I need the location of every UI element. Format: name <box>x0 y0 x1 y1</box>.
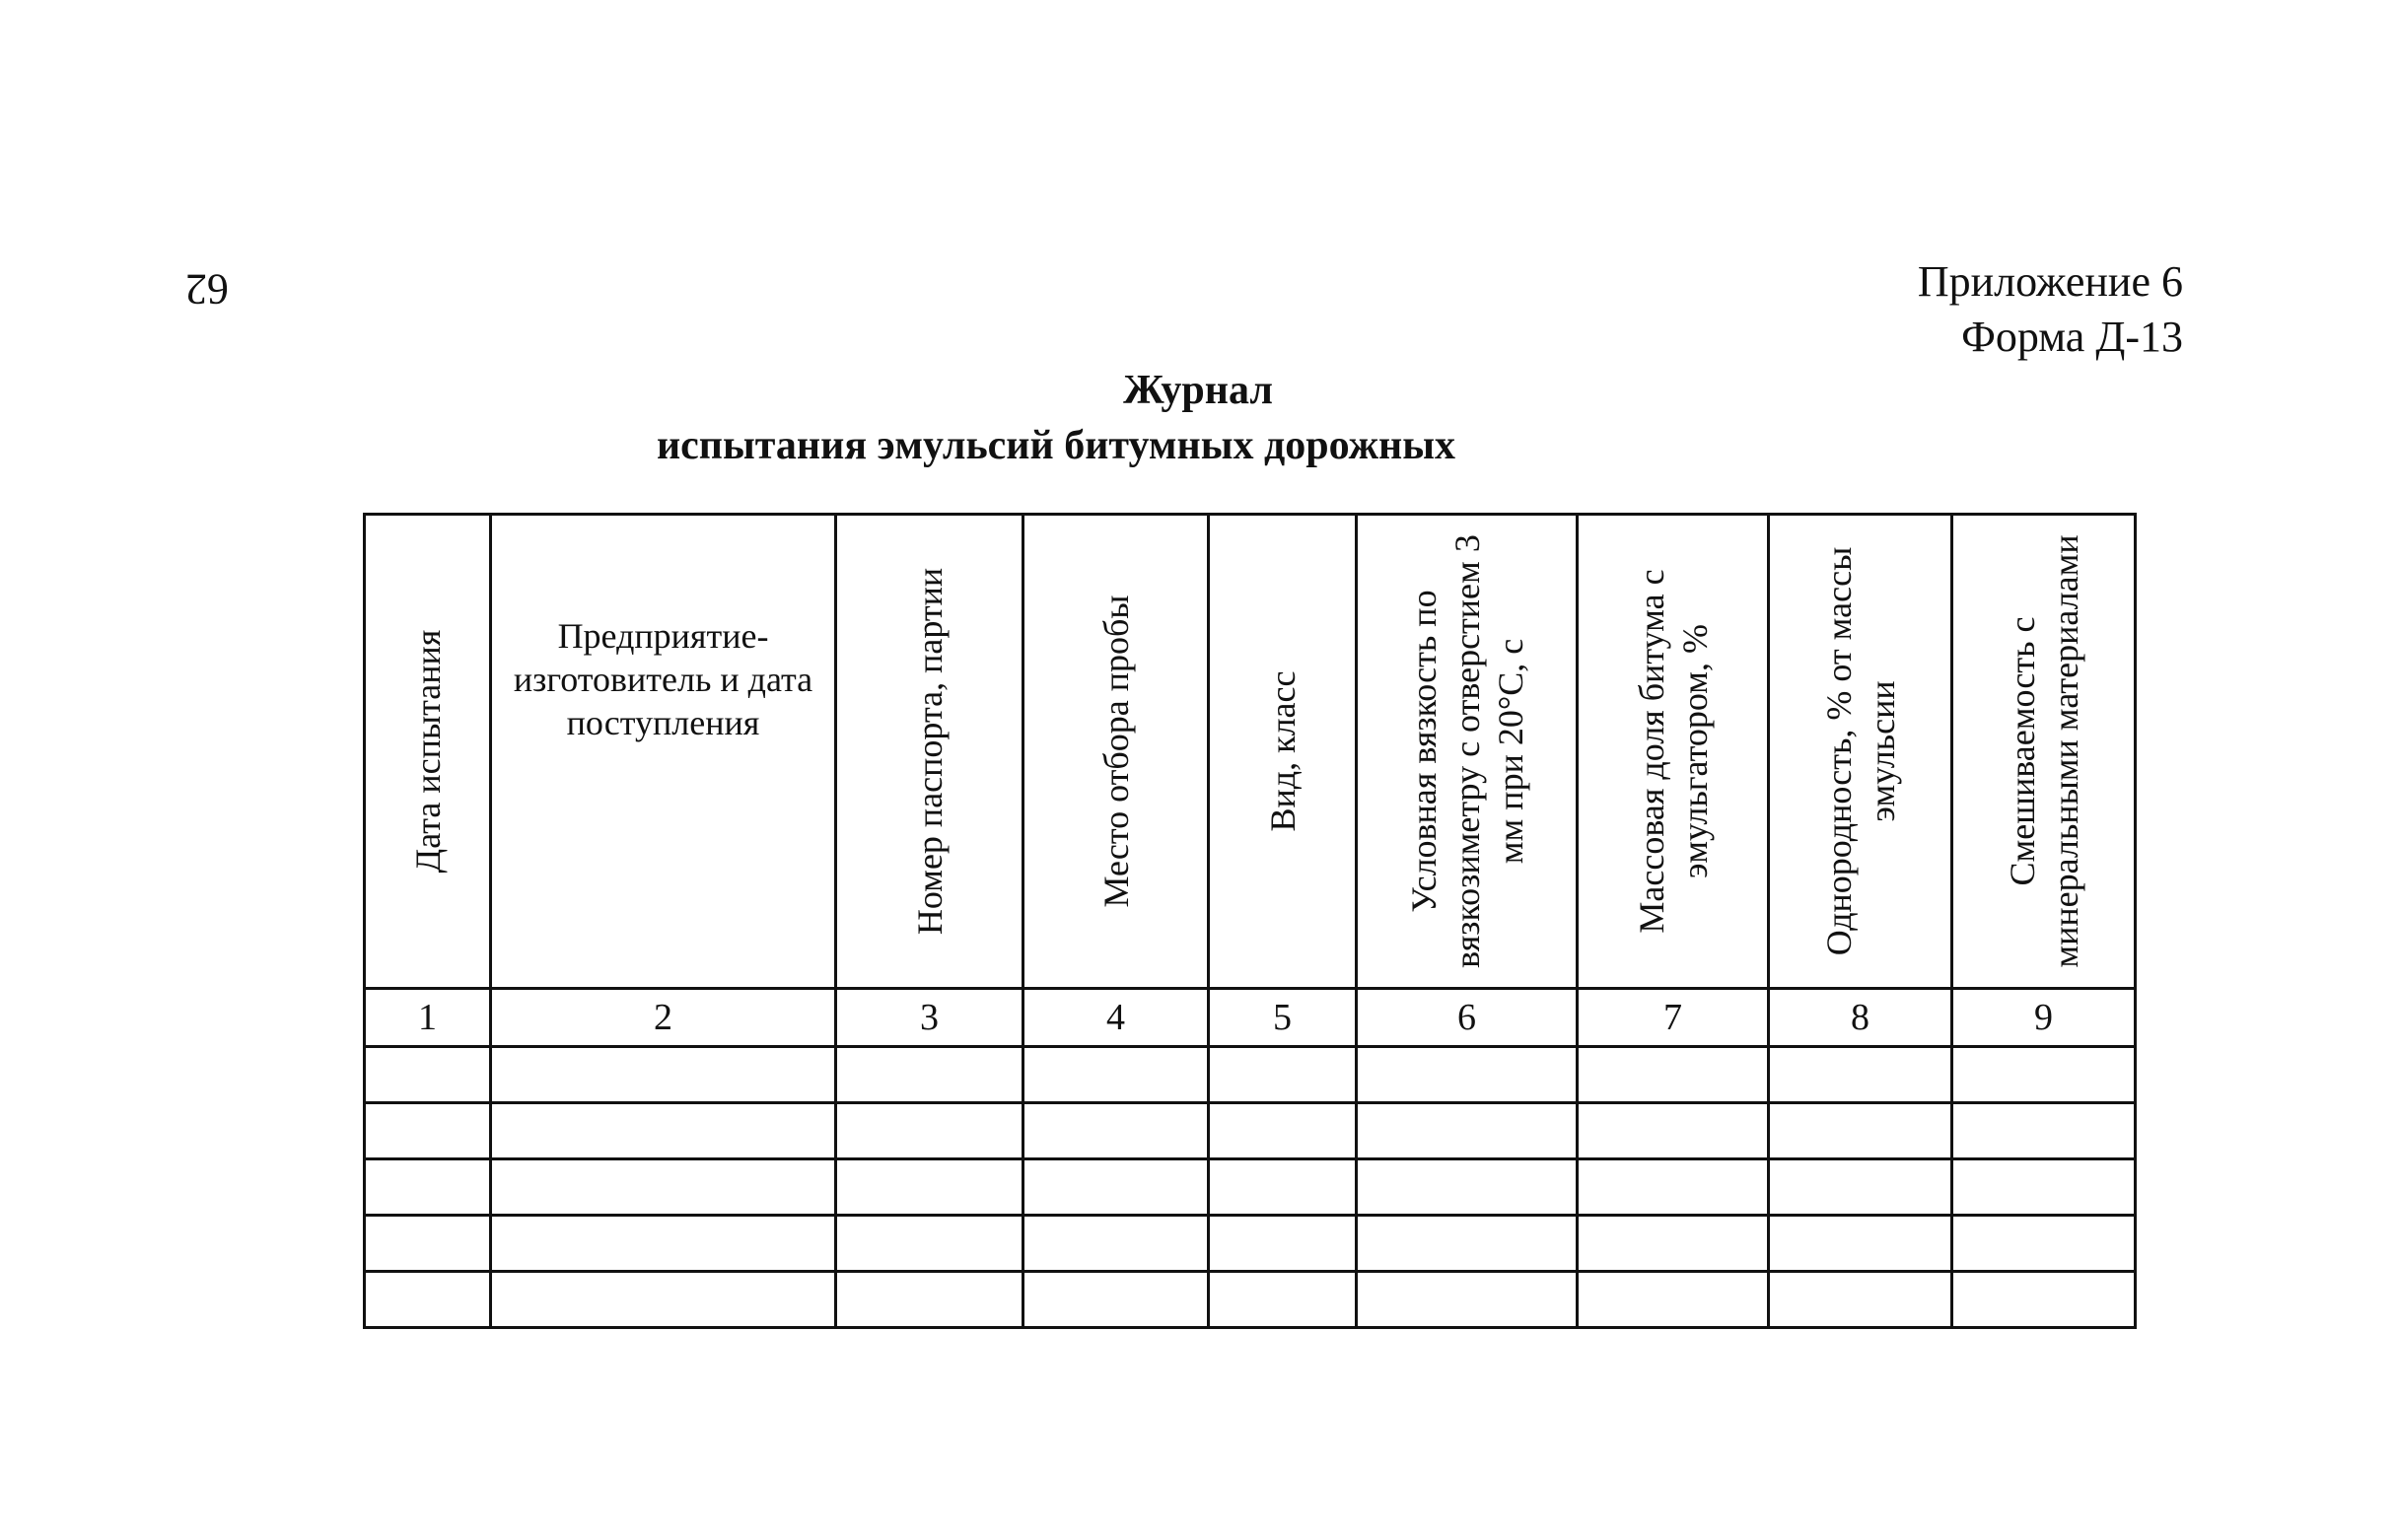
table-cell <box>1769 1272 1952 1328</box>
table-cell <box>1952 1047 2136 1103</box>
table-cell <box>1769 1047 1952 1103</box>
header-text: Условная вязкость по вязкозиметру с отверстием 3 мм при 20°С, с <box>1403 534 1530 968</box>
column-number: 9 <box>1952 989 2136 1047</box>
annex-number: Приложение 6 <box>1917 257 2183 306</box>
table-cell <box>836 1103 1023 1159</box>
table-cell <box>491 1159 836 1216</box>
table-cell <box>1952 1216 2136 1272</box>
header-text: Смешиваемость с минеральными материалами <box>2002 534 2085 968</box>
table-cell <box>1023 1159 1209 1216</box>
table-cell <box>1209 1159 1357 1216</box>
header-cell-miscibility <box>1952 515 2136 989</box>
header-text: Номер паспорта, партии <box>909 567 950 936</box>
header-cell-bitumen-fraction <box>1578 515 1769 989</box>
table-cell <box>491 1103 836 1159</box>
document-title <box>0 363 2398 473</box>
annex-label <box>1918 254 2183 365</box>
column-number: 5 <box>1209 989 1357 1047</box>
column-number: 1 <box>365 989 491 1047</box>
table-cell <box>1357 1272 1578 1328</box>
table-cell <box>1952 1272 2136 1328</box>
table-cell <box>836 1159 1023 1216</box>
header-text: Массовая доля битума с эмульгатором, % <box>1631 569 1715 934</box>
table-row <box>365 1103 2136 1159</box>
column-number: 7 <box>1578 989 1769 1047</box>
table-cell <box>1578 1216 1769 1272</box>
header-cell-manufacturer <box>491 515 836 989</box>
column-number: 6 <box>1357 989 1578 1047</box>
table-cell <box>365 1159 491 1216</box>
table-cell <box>1357 1159 1578 1216</box>
table-cell <box>1209 1216 1357 1272</box>
table-cell <box>836 1272 1023 1328</box>
table-cell <box>1578 1047 1769 1103</box>
table-cell <box>1357 1216 1578 1272</box>
table-cell <box>1209 1272 1357 1328</box>
title-line-1: Журнал <box>1123 368 1273 413</box>
table-cell <box>1769 1103 1952 1159</box>
page-number: 62 <box>185 265 229 314</box>
blank-rows <box>365 1047 2136 1328</box>
table-cell <box>1769 1216 1952 1272</box>
table-cell <box>1952 1103 2136 1159</box>
journal-table-wrapper <box>363 513 2137 1329</box>
table-cell <box>1357 1103 1578 1159</box>
form-number: Форма Д-13 <box>1961 313 2183 361</box>
header-cell-viscosity <box>1357 515 1578 989</box>
table-row <box>365 1272 2136 1328</box>
table-cell <box>365 1272 491 1328</box>
header-text: Однородность, % от массы эмульсии <box>1818 546 1902 956</box>
table-cell <box>491 1216 836 1272</box>
table-cell <box>1209 1047 1357 1103</box>
table-row <box>365 1159 2136 1216</box>
table-cell <box>1578 1159 1769 1216</box>
column-number: 8 <box>1769 989 1952 1047</box>
header-text: Предприятие-изготовитель и дата поступления <box>513 616 813 742</box>
header-cell-test-date <box>365 515 491 989</box>
title-line-2: испытания эмульсий битумных дорожных <box>656 423 1456 468</box>
header-cell-passport-number <box>836 515 1023 989</box>
header-text: Вид, класс <box>1262 670 1303 832</box>
table-cell <box>1023 1216 1209 1272</box>
table-row <box>365 1216 2136 1272</box>
table-cell <box>1023 1103 1209 1159</box>
column-number: 3 <box>836 989 1023 1047</box>
header-cell-homogeneity <box>1769 515 1952 989</box>
table-cell <box>1023 1272 1209 1328</box>
column-number: 4 <box>1023 989 1209 1047</box>
journal-table <box>363 513 2137 1329</box>
table-cell <box>365 1216 491 1272</box>
table-cell <box>1952 1159 2136 1216</box>
table-cell <box>1209 1103 1357 1159</box>
table-cell <box>1578 1272 1769 1328</box>
table-cell <box>491 1272 836 1328</box>
header-cell-sampling-place <box>1023 515 1209 989</box>
table-cell <box>836 1216 1023 1272</box>
header-text: Дата испытания <box>407 629 448 874</box>
table-cell <box>836 1047 1023 1103</box>
table-row <box>365 1047 2136 1103</box>
table-cell <box>1769 1159 1952 1216</box>
table-cell <box>491 1047 836 1103</box>
table-cell <box>1023 1047 1209 1103</box>
column-number: 2 <box>491 989 836 1047</box>
header-row <box>365 515 2136 989</box>
table-cell <box>365 1047 491 1103</box>
table-cell <box>365 1103 491 1159</box>
header-text: Место отбора пробы <box>1095 595 1136 908</box>
table-cell <box>1578 1103 1769 1159</box>
table-cell <box>1357 1047 1578 1103</box>
header-cell-type-class <box>1209 515 1357 989</box>
column-number-row <box>365 989 2136 1047</box>
